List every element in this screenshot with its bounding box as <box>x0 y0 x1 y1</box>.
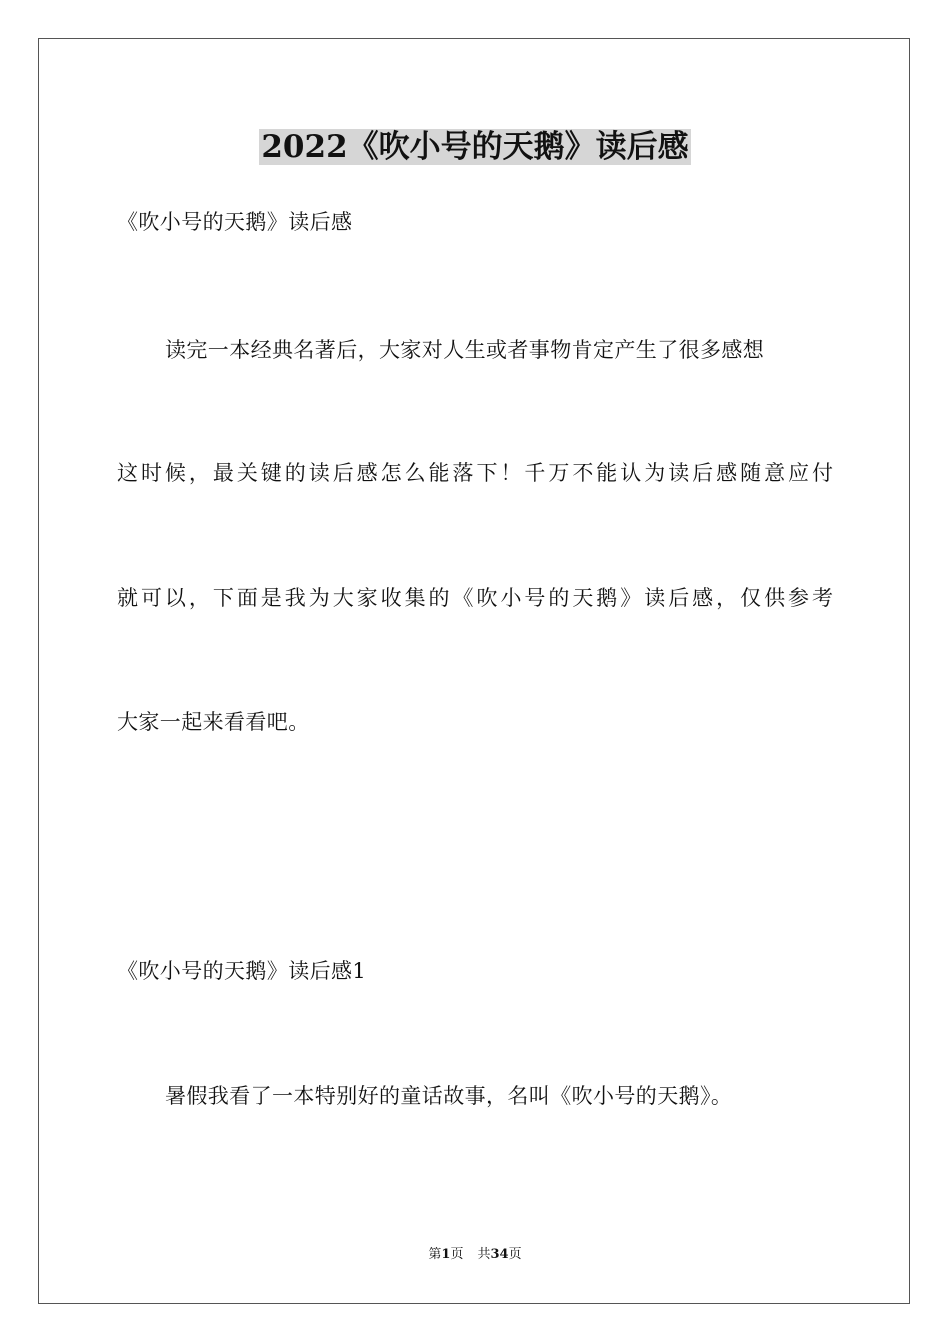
footer-total-suffix: 页 <box>508 1247 522 1262</box>
intro-line-3: 就可以，下面是我为大家收集的《吹小号的天鹅》读后感，仅供参考 <box>117 586 833 610</box>
section-heading: 《吹小号的天鹅》读后感1 <box>117 959 367 983</box>
footer-page-suffix: 页 <box>450 1247 464 1262</box>
footer-total-pages: 34 <box>490 1247 509 1262</box>
page-footer <box>0 1245 950 1265</box>
intro-line-1: 读完一本经典名著后，大家对人生或者事物肯定产生了很多感想 <box>165 338 765 362</box>
document-title-text: 2022《吹小号的天鹅》读后感 <box>261 129 689 165</box>
footer-total-prefix: 共 <box>477 1247 491 1262</box>
intro-line-2: 这时候，最关键的读后感怎么能落下！千万不能认为读后感随意应付 <box>117 461 833 485</box>
footer-page-number: 1 <box>441 1247 451 1262</box>
footer-page-prefix: 第 <box>428 1247 442 1262</box>
document-subtitle: 《吹小号的天鹅》读后感 <box>117 210 353 234</box>
intro-line-4: 大家一起来看看吧。 <box>117 710 310 734</box>
document-title <box>0 124 950 170</box>
section-line-1: 暑假我看了一本特别好的童话故事，名叫《吹小号的天鹅》。 <box>165 1084 733 1108</box>
